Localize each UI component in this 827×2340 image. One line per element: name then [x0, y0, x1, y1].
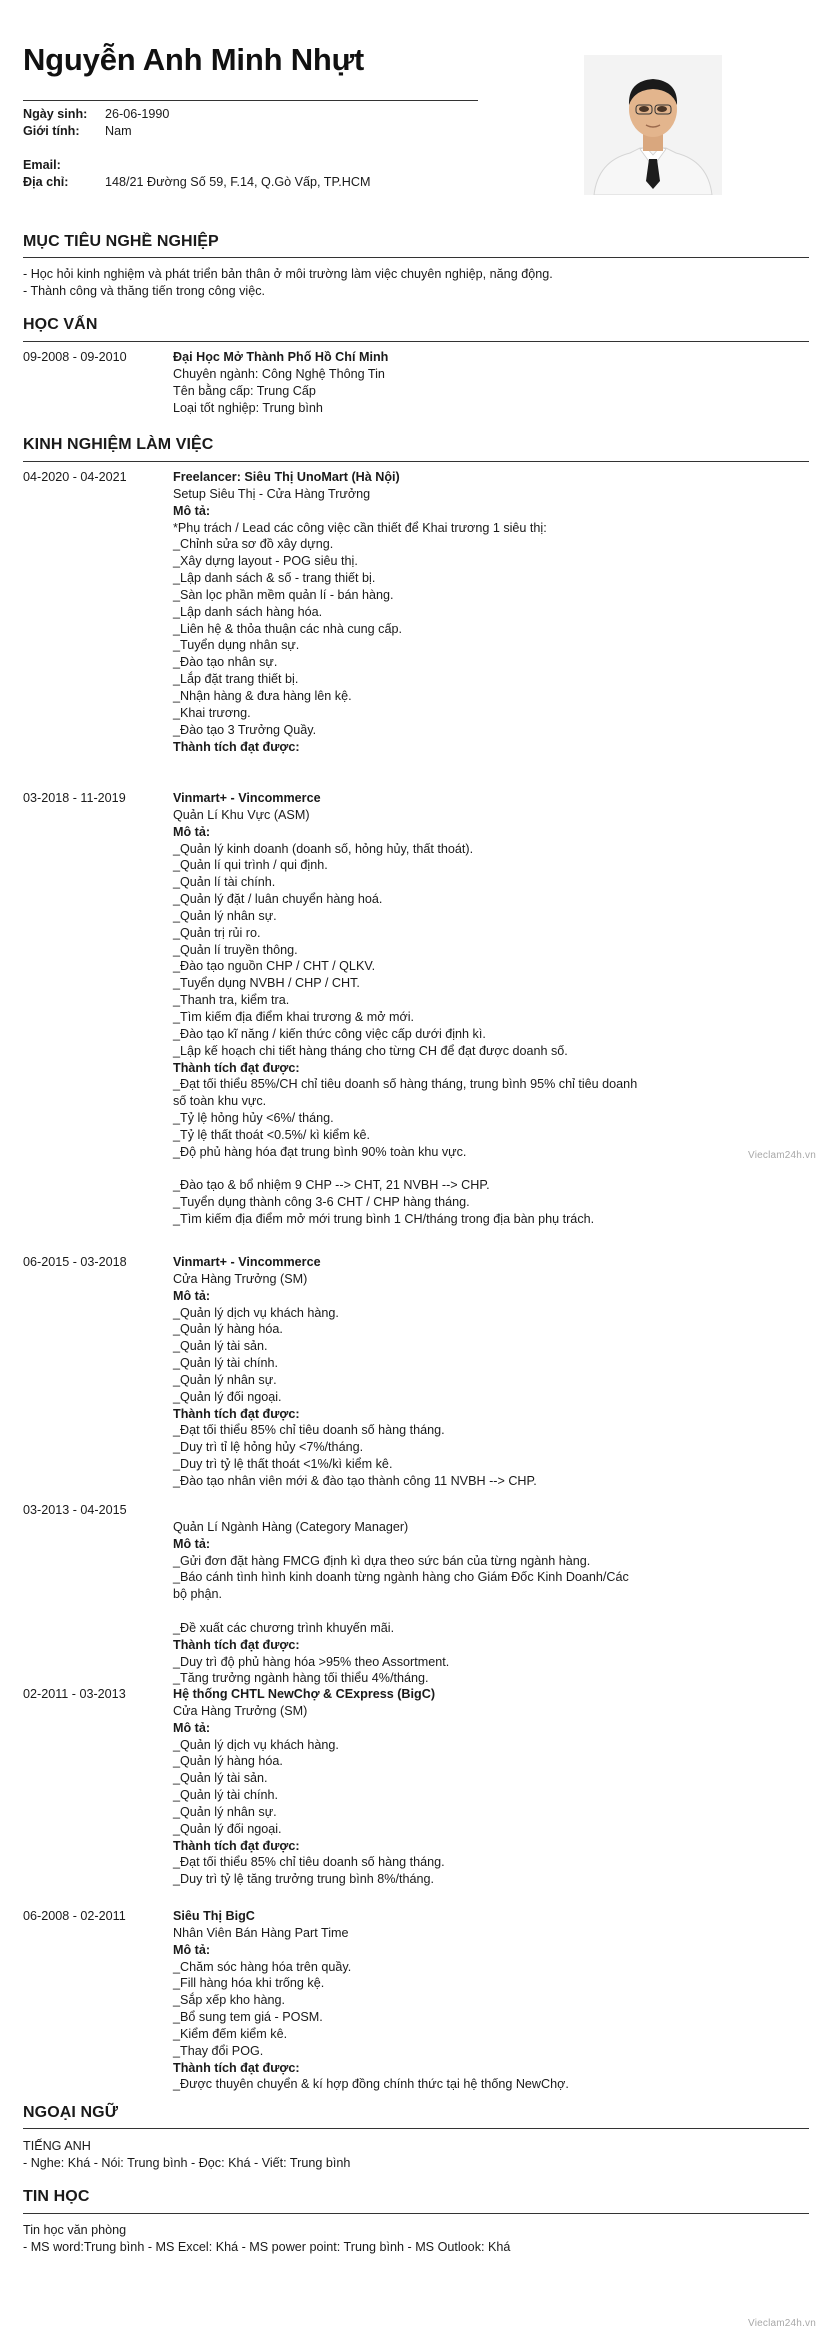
job-line: _Liên hệ & thỏa thuận các nhà cung cấp. — [173, 621, 402, 636]
job-line: Cửa Hàng Trưởng (SM) — [173, 1271, 308, 1286]
education-date: 09-2008 - 09-2010 — [23, 350, 127, 364]
job-line: _Lập danh sách hàng hóa. — [173, 604, 323, 619]
job-line: _Quản lí truyền thông. — [173, 942, 298, 957]
job-line: Quản Lí Khu Vực (ASM) — [173, 807, 310, 822]
job-heading: Thành tích đạt được: — [173, 1637, 300, 1652]
job-entry — [23, 1254, 809, 1490]
job-line: _Quản lí tài chính. — [173, 875, 276, 890]
job-line — [173, 1603, 643, 1620]
education-details — [173, 349, 643, 416]
job-heading: Thành tích đạt được: — [173, 1838, 300, 1853]
job-line: _Quản lý hàng hóa. — [173, 1322, 283, 1337]
job-line: _Tỷ lệ hỏng hủy <6%/ tháng. — [173, 1111, 334, 1126]
education-entry — [23, 349, 809, 416]
job-line: _Duy trì tỉ lệ hỏng hủy <7%/tháng. — [173, 1440, 364, 1455]
job-line: _Lắp đặt trang thiết bị. — [173, 672, 299, 687]
job-line: _Chăm sóc hàng hóa trên quầy. — [173, 1959, 352, 1974]
education-line: Tên bằng cấp: Trung Cấp — [173, 383, 316, 398]
job-line: _Quản lý tài sản. — [173, 1771, 268, 1786]
job-heading: Mô tả: — [173, 824, 211, 839]
info-row-gender — [23, 123, 563, 140]
job-line: _Gửi đơn đặt hàng FMCG định kì dựa theo sức bán của từng ngành hàng. — [173, 1553, 591, 1568]
job-line: _Quản lý dịch vụ khách hàng. — [173, 1305, 339, 1320]
objective-text — [23, 266, 809, 300]
job-line: _Quản lý đối ngoại. — [173, 1821, 282, 1836]
section-title-education: HỌC VẤN — [23, 316, 98, 333]
info-value: 148/21 Đường Số 59, F.14, Q.Gò Vấp, TP.HCM — [105, 175, 371, 189]
job-line: _Duy trì tỷ lệ thất thoát <1%/kì kiểm kê. — [173, 1457, 393, 1472]
job-details — [173, 469, 643, 755]
name-underline — [23, 100, 478, 101]
profile-photo — [584, 55, 722, 195]
job-heading: Mô tả: — [173, 503, 211, 518]
job-entry — [23, 1686, 809, 1888]
job-date: 06-2008 - 02-2011 — [23, 1909, 126, 1923]
section-title-objective: MỤC TIÊU NGHỀ NGHIỆP — [23, 233, 219, 250]
job-heading: Freelancer: Siêu Thị UnoMart (Hà Nội) — [173, 470, 400, 484]
job-line: _Quản lý kinh doanh (doanh số, hỏng hủy, thất thoát). — [173, 841, 474, 856]
job-line: Quản Lí Ngành Hàng (Category Manager) — [173, 1519, 409, 1534]
job-line: _Quản lý nhân sự. — [173, 1804, 277, 1819]
info-row-dob — [23, 106, 563, 123]
info-label: Email: — [23, 158, 61, 172]
watermark-text: Vieclam24h.vn — [748, 1150, 817, 1161]
job-line: _Lập kế hoạch chi tiết hàng tháng cho từng CH để đạt được doanh số. — [173, 1043, 568, 1058]
job-line: _Quản lý tài sản. — [173, 1339, 268, 1354]
job-date: 03-2013 - 04-2015 — [23, 1503, 127, 1517]
info-label: Giới tính: — [23, 124, 80, 138]
job-details — [173, 1502, 643, 1687]
portrait-image — [584, 55, 722, 195]
job-line: _Quản lý nhân sự. — [173, 1372, 277, 1387]
job-entry — [23, 1502, 809, 1687]
job-entry — [23, 469, 809, 755]
job-line: _Bổ sung tem giá - POSM. — [173, 2010, 323, 2025]
job-details — [173, 1686, 643, 1888]
job-line: _Độ phủ hàng hóa đạt trung bình 90% toàn khu vực. — [173, 1144, 467, 1159]
info-label: Địa chỉ: — [23, 175, 69, 189]
job-line: _Đào tạo nguồn CHP / CHT / QLKV. — [173, 959, 376, 974]
language-line: TIẾNG ANH — [23, 2139, 91, 2153]
job-entry — [23, 790, 809, 1228]
it-text — [23, 2222, 809, 2256]
job-line: _Đào tạo & bổ nhiệm 9 CHP --> CHT, 21 NVBH --> CHP. — [173, 1178, 490, 1193]
job-heading: Thành tích đạt được: — [173, 2060, 300, 2075]
job-line: _Fill hàng hóa khi trống kệ. — [173, 1976, 325, 1991]
info-row-address — [23, 174, 563, 191]
info-value: 26-06-1990 — [105, 107, 170, 121]
job-line: _Nhận hàng & đưa hàng lên kệ. — [173, 688, 352, 703]
job-line: _Quản lý tài chính. — [173, 1356, 279, 1371]
job-line: _Quản lý hàng hóa. — [173, 1754, 283, 1769]
job-line: Cửa Hàng Trưởng (SM) — [173, 1703, 308, 1718]
job-line: _Tuyển dụng nhân sự. — [173, 638, 300, 653]
info-row-phone — [23, 140, 563, 157]
language-line: - Nghe: Khá - Nói: Trung bình - Đọc: Khá - Viết: Trung bình — [23, 2156, 351, 2170]
section-title-it: TIN HỌC — [23, 2188, 90, 2205]
objective-line: - Học hỏi kinh nghiệm và phát triển bản thân ở môi trường làm việc chuyên nghiệp, năng động. — [23, 267, 553, 281]
personal-info — [23, 106, 563, 191]
job-line: _Được thuyên chuyển & kí hợp đồng chính thức tại hệ thống NewChợ. — [173, 2077, 569, 2092]
job-heading: Thành tích đạt được: — [173, 1406, 300, 1421]
job-line: _Tỷ lệ thất thoát <0.5%/ kì kiểm kê. — [173, 1127, 371, 1142]
job-heading: Mô tả: — [173, 1720, 211, 1735]
job-heading: Siêu Thị BigC — [173, 1909, 255, 1923]
job-line: _Duy trì độ phủ hàng hóa >95% theo Assortment. — [173, 1654, 450, 1669]
job-line: _Quản lý đối ngoại. — [173, 1389, 282, 1404]
job-line: _Quản lý nhân sự. — [173, 908, 277, 923]
job-line: _Đạt tối thiểu 85%/CH chỉ tiêu doanh số hàng tháng, trung bình 95% chỉ tiêu doanh số toàn khu vực. — [173, 1077, 638, 1109]
job-line: _Đề xuất các chương trình khuyến mãi. — [173, 1620, 395, 1635]
job-line: _Đạt tối thiểu 85% chỉ tiêu doanh số hàng tháng. — [173, 1423, 445, 1438]
job-line: _Quản lý tài chính. — [173, 1788, 279, 1803]
job-entry — [23, 1908, 809, 2093]
job-line — [173, 1502, 643, 1519]
job-heading: Vinmart+ - Vincommerce — [173, 791, 321, 805]
job-line: _Kiểm đếm kiểm kê. — [173, 2026, 288, 2041]
education-line: Chuyên ngành: Công Nghệ Thông Tin — [173, 366, 385, 381]
job-line: _Lập danh sách & số - trang thiết bị. — [173, 571, 376, 586]
info-value: Nam — [105, 124, 132, 138]
job-line: _Xây dựng layout - POG siêu thị. — [173, 554, 358, 569]
job-line: _Tuyển dụng NVBH / CHP / CHT. — [173, 976, 360, 991]
job-details — [173, 790, 643, 1228]
job-line: _Quản lý đặt / luân chuyển hàng hoá. — [173, 892, 383, 907]
section-title-experience: KINH NGHIỆM LÀM VIỆC — [23, 436, 214, 453]
languages-text — [23, 2138, 809, 2172]
job-line: _Khai trương. — [173, 705, 251, 720]
job-heading: Mô tả: — [173, 1536, 211, 1551]
job-line: _Duy trì tỷ lệ tăng trưởng trung bình 8%/tháng. — [173, 1872, 435, 1887]
job-heading: Mô tả: — [173, 1942, 211, 1957]
job-heading: Hệ thống CHTL NewChợ & CExpress (BigC) — [173, 1687, 436, 1701]
education-line: Loại tốt nghiệp: Trung bình — [173, 400, 323, 415]
education-heading: Đại Học Mở Thành Phố Hồ Chí Minh — [173, 350, 389, 364]
job-line: _Sắp xếp kho hàng. — [173, 1993, 286, 2008]
job-line — [173, 1161, 643, 1178]
job-line: _Chỉnh sửa sơ đồ xây dựng. — [173, 537, 334, 552]
job-date: 06-2015 - 03-2018 — [23, 1255, 127, 1269]
job-line: _Thay đổi POG. — [173, 2043, 264, 2058]
objective-line: - Thành công và thăng tiến trong công việc. — [23, 284, 266, 298]
candidate-name: Nguyễn Anh Minh Nhựt — [23, 42, 365, 77]
job-heading: Vinmart+ - Vincommerce — [173, 1255, 321, 1269]
job-line: _Đào tạo 3 Trưởng Quầy. — [173, 722, 317, 737]
it-line: Tin học văn phòng — [23, 2223, 127, 2237]
job-line: *Phụ trách / Lead các công việc cần thiết để Khai trương 1 siêu thị: — [173, 520, 547, 535]
section-divider — [23, 2128, 809, 2129]
job-line: _Thanh tra, kiểm tra. — [173, 993, 290, 1008]
job-line: Nhân Viên Bán Hàng Part Time — [173, 1925, 349, 1940]
job-line: Setup Siêu Thị - Cửa Hàng Trưởng — [173, 486, 371, 501]
job-details — [173, 1254, 643, 1490]
job-heading: Mô tả: — [173, 1288, 211, 1303]
info-row-email — [23, 157, 563, 174]
job-line: _Quản lí qui trình / qui định. — [173, 858, 328, 873]
section-title-languages: NGOẠI NGỮ — [23, 2104, 119, 2121]
job-heading: Thành tích đạt được: — [173, 739, 300, 754]
watermark-text: Vieclam24h.vn — [748, 2318, 817, 2329]
job-line: _Đào tạo kĩ năng / kiến thức công việc cấp dưới định kì. — [173, 1026, 486, 1041]
section-divider — [23, 461, 809, 462]
job-line: _Tìm kiếm địa điểm mở mới trung bình 1 CH/tháng trong địa bàn phụ trách. — [173, 1212, 595, 1227]
job-line: _Tuyển dụng thành công 3-6 CHT / CHP hàng tháng. — [173, 1195, 470, 1210]
job-line: _Quản lý dịch vụ khách hàng. — [173, 1737, 339, 1752]
job-line: _Báo cánh tình hình kinh doanh từng ngành hàng cho Giám Đốc Kinh Doanh/Các bộ phận. — [173, 1570, 629, 1602]
job-date: 02-2011 - 03-2013 — [23, 1687, 126, 1701]
section-divider — [23, 341, 809, 342]
it-line: - MS word:Trung bình - MS Excel: Khá - MS power point: Trung bình - MS Outlook: Khá — [23, 2240, 511, 2254]
job-line: _Quản trị rủi ro. — [173, 925, 261, 940]
job-details — [173, 1908, 643, 2093]
job-line: _Đào tạo nhân sự. — [173, 655, 278, 670]
job-date: 04-2020 - 04-2021 — [23, 470, 127, 484]
job-line: _Đào tạo nhân viên mới & đào tạo thành công 11 NVBH --> CHP. — [173, 1473, 537, 1488]
job-line: _Sàn lọc phần mềm quản lí - bán hàng. — [173, 587, 394, 602]
job-date: 03-2018 - 11-2019 — [23, 791, 126, 805]
section-divider — [23, 257, 809, 258]
job-heading: Thành tích đạt được: — [173, 1060, 300, 1075]
section-divider — [23, 2213, 809, 2214]
job-line: _Đạt tối thiểu 85% chỉ tiêu doanh số hàng tháng. — [173, 1855, 445, 1870]
job-line: _Tìm kiếm địa điểm khai trương & mở mới. — [173, 1009, 415, 1024]
info-label: Ngày sinh: — [23, 107, 88, 121]
job-line: _Tăng trưởng ngành hàng tối thiểu 4%/tháng. — [173, 1671, 429, 1686]
